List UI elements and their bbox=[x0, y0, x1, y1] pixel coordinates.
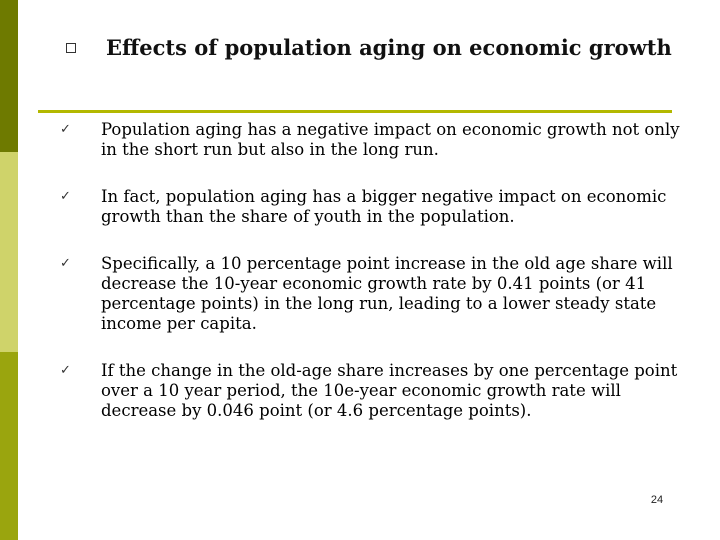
checkmark-icon: ✓ bbox=[60, 189, 71, 204]
square-bullet-icon bbox=[66, 43, 76, 53]
accent-bar-dark-segment bbox=[0, 0, 18, 152]
checkmark-icon: ✓ bbox=[60, 256, 71, 271]
bullet-item bbox=[60, 187, 690, 227]
bullet-text: In fact, population aging has a bigger negative impact on economic growth than the share of youth in the population. bbox=[101, 187, 667, 226]
slide-title: Effects of population aging on economic growth bbox=[106, 35, 672, 60]
bullet-list bbox=[60, 120, 690, 421]
bullet-item bbox=[60, 120, 690, 160]
bullet-item bbox=[60, 254, 690, 334]
bullet-text: Population aging has a negative impact on economic growth not only in the short run but also in the long run. bbox=[101, 120, 680, 159]
bullet-text: If the change in the old-age share increases by one percentage point over a 10 year period, the 10e-year economic growth rate will decrease by 0.046 point (or 4.6 percentage points). bbox=[101, 361, 678, 420]
slide-title-row bbox=[66, 34, 706, 66]
left-accent-bar bbox=[0, 0, 18, 540]
bullet-text: Specifically, a 10 percentage point increase in the old age share will decrease the 10-year economic growth rate by 0.41 points (or 41 percentage points) in the long run, leading to a lower steady state income per capita. bbox=[101, 254, 673, 333]
accent-bar-light-segment bbox=[0, 152, 18, 352]
title-divider bbox=[38, 110, 672, 113]
checkmark-icon: ✓ bbox=[60, 363, 71, 378]
accent-bar-mid-segment bbox=[0, 352, 18, 540]
page-number: 24 bbox=[650, 494, 664, 506]
checkmark-icon: ✓ bbox=[60, 122, 71, 137]
bullet-item bbox=[60, 361, 690, 421]
